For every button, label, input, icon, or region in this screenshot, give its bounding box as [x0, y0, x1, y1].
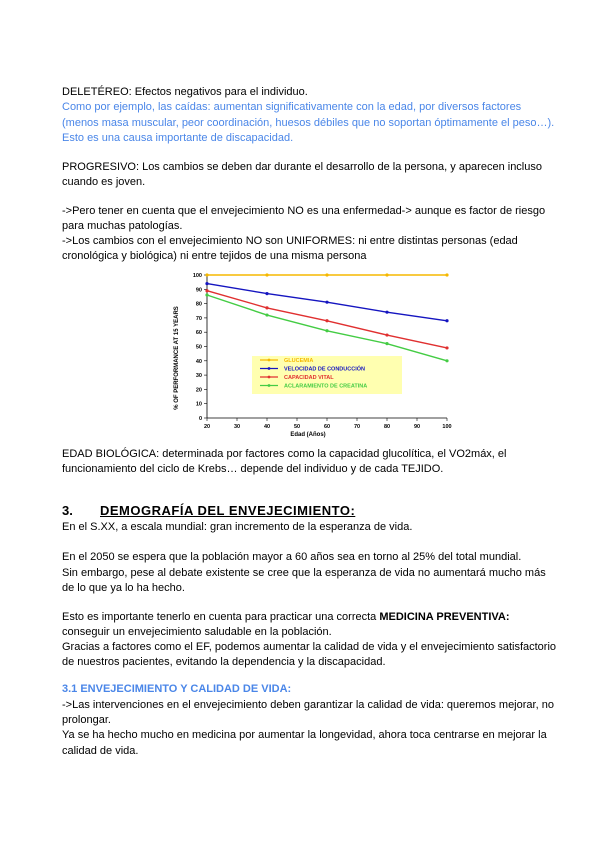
s3-line-5 [62, 610, 510, 625]
s3-line-7: Gracias a factores como el EF, podemos aumentar la calidad de vida y el envejecimiento satisfactorio [62, 641, 557, 653]
data-point [445, 346, 448, 349]
s3-line-2: En el 2050 se espera que la población mayor a 60 años sea en torno al 25% del total mundial. [62, 551, 522, 563]
legend-label: ACLARAMIENTO DE CREATINA [284, 383, 368, 390]
data-point [385, 342, 388, 345]
y-tick-label: 90 [195, 287, 202, 294]
legend-marker [268, 367, 271, 370]
data-point [205, 282, 208, 285]
y-axis-label: % OF PERFORMANCE AT 15 YEARS [174, 306, 180, 410]
aging-performance-chart [170, 268, 460, 440]
data-point [265, 292, 268, 295]
y-tick-label: 60 [195, 330, 202, 337]
s3-line-8: de nuestros pacientes, evitando la dependencia y la discapacidad. [62, 656, 386, 668]
plot-area [207, 275, 447, 418]
y-tick-label: 10 [195, 401, 202, 408]
section-3-1-heading: 3.1 ENVEJECIMIENTO Y CALIDAD DE VIDA: [62, 683, 292, 695]
data-point [445, 359, 448, 362]
progresivo-line-1: PROGRESIVO: Los cambios se deben dar durante el desarrollo de la persona, y aparecen incluso [62, 161, 542, 173]
legend-marker [268, 384, 271, 387]
legend-marker [268, 359, 271, 362]
data-point [265, 273, 268, 276]
medicina-preventiva: MEDICINA PREVENTIVA: [379, 611, 510, 623]
legend-label: GLUCEMIA [284, 358, 314, 364]
s3-line-1: En el S.XX, a escala mundial: gran incremento de la esperanza de vida. [62, 521, 413, 533]
progresivo-line-2: cuando es joven. [62, 176, 146, 188]
x-tick-label: 80 [383, 424, 391, 430]
data-point [445, 273, 448, 276]
data-point [325, 301, 328, 304]
s3-line-4: de lo que ya lo ha hecho. [62, 582, 185, 594]
note-line-4: cronológica y biológica) ni entre tejidos de una misma persona [62, 250, 367, 262]
data-point [385, 311, 388, 314]
legend-label: VELOCIDAD DE CONDUCCIÓN [284, 366, 365, 373]
legend-marker [268, 376, 271, 379]
section-title: DEMOGRAFÍA DEL ENVEJECIMIENTO: [100, 503, 356, 518]
data-point [205, 289, 208, 292]
note-line-1: ->Pero tener en cuenta que el envejecimiento NO es una enfermedad-> aunque es factor de riesgo [62, 205, 546, 217]
x-tick-label: 60 [323, 424, 331, 430]
x-tick-label: 50 [293, 424, 301, 430]
legend-label: CAPACIDAD VITAL [284, 375, 334, 381]
note-line-3: ->Los cambios con el envejecimiento NO son UNIFORMES: ni entre distintas personas (edad [62, 235, 518, 247]
data-point [325, 319, 328, 322]
s31-line-2: prolongar. [62, 714, 111, 726]
section-3-heading [62, 503, 355, 518]
s31-line-3: Ya se ha hecho mucho en medicina por aumentar la longevidad, ahora toca centrarse en mejorar la [62, 729, 547, 741]
deletereo-line: DELETÉREO: Efectos negativos para el individuo. [62, 86, 308, 98]
s3-line-5-text: Esto es importante tenerlo en cuenta para practicar una correcta [62, 611, 380, 623]
data-point [385, 333, 388, 336]
s31-line-1: ->Las intervenciones en el envejecimiento deben garantizar la calidad de vida: queremos mejorar, no [62, 699, 554, 711]
section-number: 3. [62, 503, 73, 518]
y-tick-label: 80 [195, 301, 202, 308]
falls-line-3: Esto es una causa importante de discapacidad. [62, 132, 294, 144]
x-tick-label: 40 [263, 424, 271, 430]
x-axis-label: Edad (Años) [290, 432, 326, 438]
data-point [385, 273, 388, 276]
s31-line-4: calidad de vida. [62, 745, 139, 757]
y-tick-label: 100 [192, 273, 202, 279]
x-tick-label: 20 [203, 424, 211, 430]
y-tick-label: 40 [195, 358, 202, 365]
x-tick-label: 100 [442, 424, 452, 430]
x-tick-label: 90 [413, 424, 421, 430]
s3-line-3: Sin embargo, pese al debate existente se cree que la esperanza de vida no aumentará mucho más [62, 567, 546, 579]
y-tick-label: 50 [195, 344, 202, 351]
data-point [445, 319, 448, 322]
edad-biologica-line-1: EDAD BIOLÓGICA: determinada por factores como la capacidad glucolítica, el VO2máx, el [62, 448, 507, 460]
edad-biologica-line-2: funcionamiento del ciclo de Krebs… depende del individuo y de cada TEJIDO. [62, 463, 444, 475]
note-line-2: para muchas patologías. [62, 220, 183, 232]
falls-line-2: (menos masa muscular, peor coordinación, huesos débiles que no soportan óptimamente el peso…). [62, 117, 555, 129]
data-point [265, 313, 268, 316]
y-tick-label: 0 [198, 416, 202, 422]
data-point [325, 273, 328, 276]
data-point [205, 273, 208, 276]
s3-line-6: conseguir un envejecimiento saludable en la población. [62, 626, 332, 638]
y-tick-label: 20 [195, 387, 202, 394]
falls-line-1: Como por ejemplo, las caídas: aumentan significativamente con la edad, por diversos factores [62, 101, 522, 113]
y-tick-label: 70 [195, 315, 202, 322]
x-tick-label: 30 [233, 424, 241, 430]
data-point [205, 293, 208, 296]
data-point [325, 329, 328, 332]
data-point [265, 306, 268, 309]
x-tick-label: 70 [353, 424, 361, 430]
y-tick-label: 30 [195, 373, 202, 380]
